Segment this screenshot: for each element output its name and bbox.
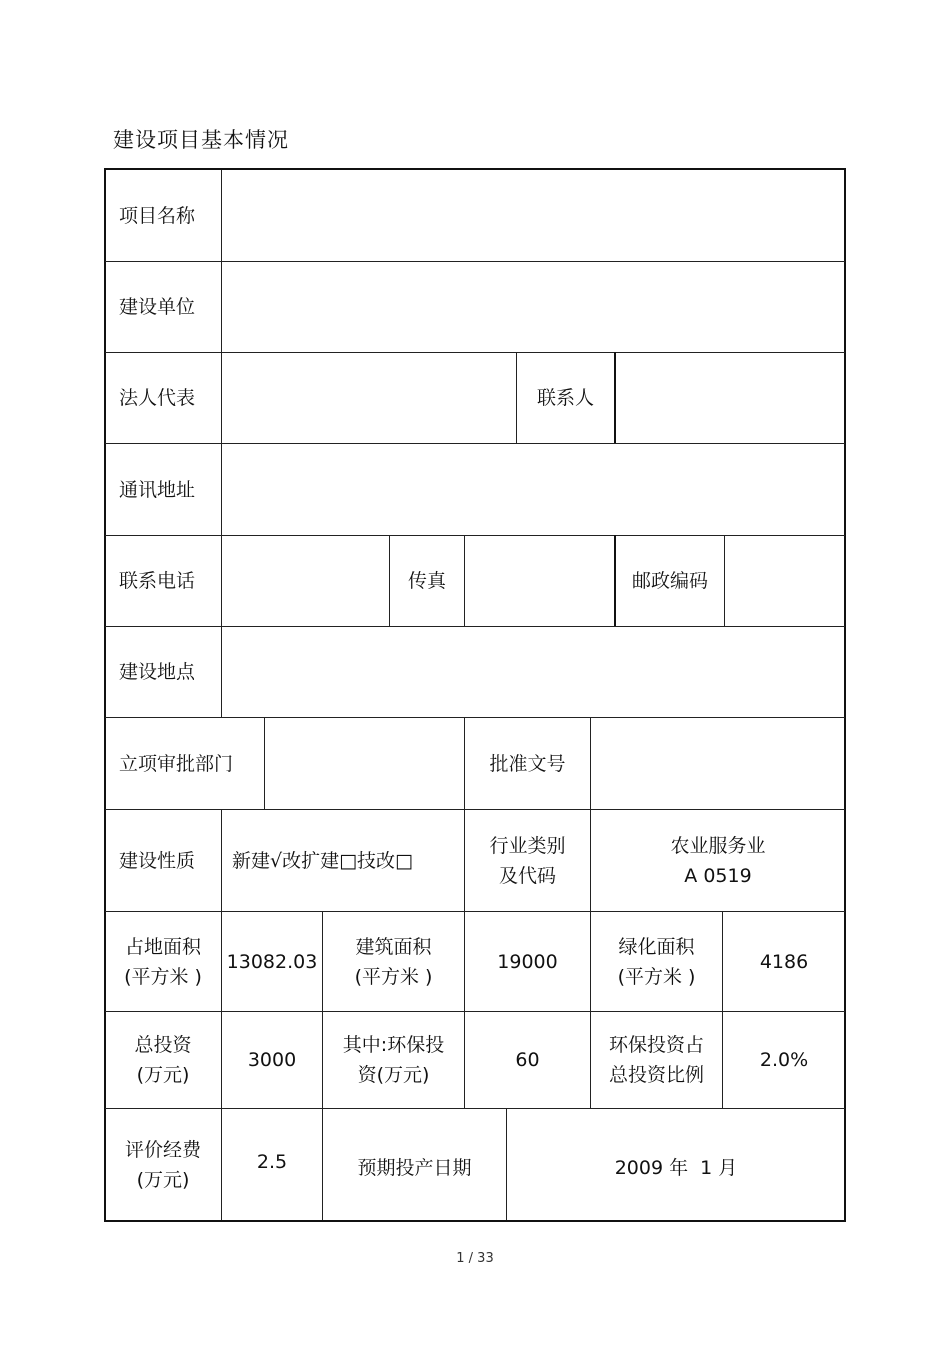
phone-value bbox=[222, 536, 389, 626]
page-title: 建设项目基本情况 bbox=[113, 128, 289, 152]
industry-value: 农业服务业 A 0519 bbox=[670, 834, 766, 887]
fax-value bbox=[465, 536, 614, 626]
site-label: 建设地点 bbox=[119, 661, 196, 683]
postcode-label: 邮政编码 bbox=[631, 570, 708, 592]
legal-rep-value bbox=[222, 353, 516, 443]
postcode-value bbox=[725, 536, 845, 626]
approval-doc-value bbox=[591, 718, 845, 809]
env-ratio-label: 环保投资占 总投资比例 bbox=[608, 1034, 704, 1086]
env-investment-value: 60 bbox=[515, 1049, 540, 1071]
nature-value: 新建√改扩建□技改□ bbox=[232, 849, 414, 872]
building-area-value: 19000 bbox=[497, 950, 558, 973]
address-label: 通讯地址 bbox=[119, 478, 196, 501]
total-investment-value: 3000 bbox=[247, 1049, 297, 1071]
builder-label: 建设单位 bbox=[119, 296, 196, 318]
page-number: 1 / 33 bbox=[456, 1251, 494, 1266]
total-investment-label: 总投资 (万元) bbox=[134, 1034, 192, 1086]
production-date-value: 2009 年 1 月 bbox=[614, 1156, 738, 1179]
site-value bbox=[222, 627, 845, 717]
contact-value bbox=[616, 353, 845, 443]
green-area-value: 4186 bbox=[759, 950, 809, 973]
evaluation-fee-label: 评价经费 (万元) bbox=[124, 1138, 201, 1191]
address-value bbox=[222, 444, 845, 535]
approval-dept-label: 立项审批部门 bbox=[119, 752, 234, 775]
approval-doc-label: 批准文号 bbox=[489, 752, 566, 775]
env-investment-label: 其中:环保投 资(万元) bbox=[342, 1034, 445, 1086]
land-area-value: 13082.03 bbox=[226, 950, 318, 973]
land-area-label: 占地面积 (平方米 ) bbox=[124, 935, 202, 988]
approval-dept-value bbox=[265, 718, 464, 809]
building-area-label: 建筑面积 (平方米 ) bbox=[354, 935, 433, 988]
env-ratio-value: 2.0% bbox=[759, 1049, 809, 1071]
production-date-label: 预期投产日期 bbox=[357, 1156, 472, 1179]
fax-label: 传真 bbox=[407, 570, 446, 592]
evaluation-fee-value: 2.5 bbox=[256, 1151, 288, 1173]
phone-label: 联系电话 bbox=[119, 570, 196, 592]
nature-label: 建设性质 bbox=[119, 849, 196, 872]
project-name-label: 项目名称 bbox=[119, 204, 196, 227]
industry-label: 行业类别 及代码 bbox=[489, 834, 566, 887]
builder-value bbox=[222, 262, 845, 352]
contact-label: 联系人 bbox=[536, 387, 594, 409]
project-name-value bbox=[222, 170, 845, 261]
legal-rep-label: 法人代表 bbox=[119, 387, 196, 409]
green-area-label: 绿化面积 (平方米 ) bbox=[617, 935, 696, 988]
